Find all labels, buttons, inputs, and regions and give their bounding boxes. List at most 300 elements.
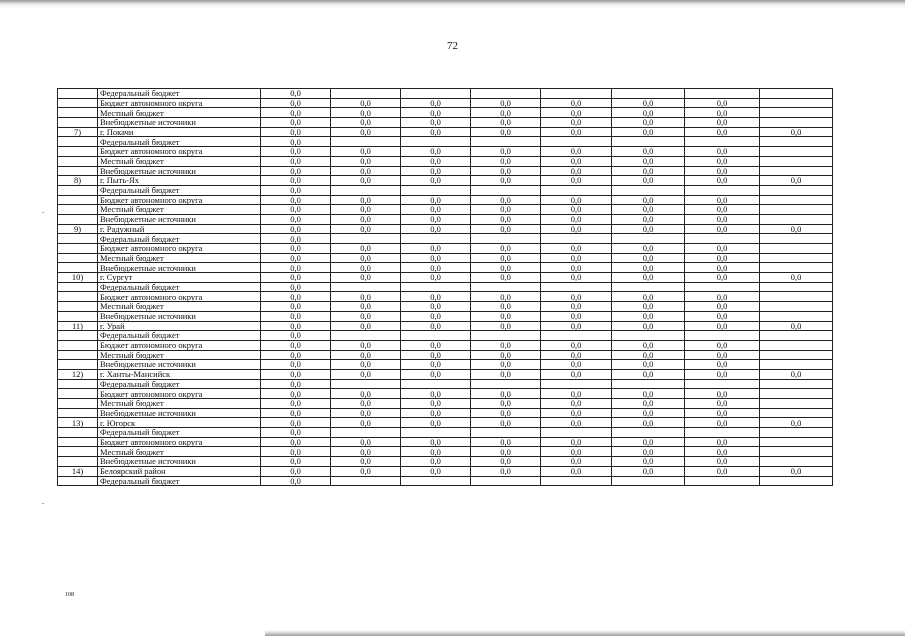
value-cell: 0,0 — [612, 127, 685, 137]
value-cell: 0,0 — [612, 292, 685, 302]
value-cell: 0,0 — [261, 302, 331, 312]
value-cell: 0,0 — [541, 466, 612, 476]
table-row — [58, 379, 833, 389]
value-cell — [760, 457, 833, 467]
value-cell: 0,0 — [685, 350, 760, 360]
value-cell: 0,0 — [471, 98, 541, 108]
value-cell: 0,0 — [471, 253, 541, 263]
value-cell — [685, 379, 760, 389]
table-row — [58, 292, 833, 302]
value-cell: 0,0 — [401, 263, 471, 273]
value-cell: 0,0 — [331, 340, 401, 350]
row-label: Внебюджетные источники — [98, 311, 261, 321]
value-cell — [612, 428, 685, 438]
table-row — [58, 350, 833, 360]
row-label: Внебюджетные источники — [98, 166, 261, 176]
table-row — [58, 360, 833, 370]
table-row — [58, 321, 833, 331]
row-label: Внебюджетные источники — [98, 360, 261, 370]
value-cell: 0,0 — [261, 137, 331, 147]
scan-mark: . — [42, 206, 44, 215]
value-cell — [471, 282, 541, 292]
value-cell: 0,0 — [261, 98, 331, 108]
row-label: Местный бюджет — [98, 253, 261, 263]
value-cell: 0,0 — [541, 437, 612, 447]
value-cell — [685, 282, 760, 292]
value-cell: 0,0 — [401, 108, 471, 118]
row-label: Местный бюджет — [98, 399, 261, 409]
table-row — [58, 176, 833, 186]
value-cell: 0,0 — [760, 224, 833, 234]
value-cell: 0,0 — [541, 176, 612, 186]
value-cell: 0,0 — [685, 360, 760, 370]
row-number — [58, 408, 98, 418]
value-cell — [541, 89, 612, 99]
value-cell: 0,0 — [760, 273, 833, 283]
value-cell: 0,0 — [261, 331, 331, 341]
value-cell — [685, 137, 760, 147]
value-cell — [760, 302, 833, 312]
row-label: г. Радужный — [98, 224, 261, 234]
value-cell: 0,0 — [541, 127, 612, 137]
value-cell: 0,0 — [261, 292, 331, 302]
row-label: Внебюджетные источники — [98, 263, 261, 273]
value-cell: 0,0 — [541, 350, 612, 360]
row-number — [58, 282, 98, 292]
value-cell: 0,0 — [261, 399, 331, 409]
row-label: г. Сургут — [98, 273, 261, 283]
row-label: Бюджет автономного округа — [98, 340, 261, 350]
value-cell: 0,0 — [685, 389, 760, 399]
row-label: Федеральный бюджет — [98, 476, 261, 486]
value-cell: 0,0 — [685, 273, 760, 283]
value-cell — [331, 185, 401, 195]
value-cell: 0,0 — [471, 360, 541, 370]
table-row — [58, 476, 833, 486]
value-cell: 0,0 — [612, 273, 685, 283]
value-cell — [331, 331, 401, 341]
value-cell: 0,0 — [401, 195, 471, 205]
row-label: Внебюджетные источники — [98, 408, 261, 418]
value-cell: 0,0 — [612, 360, 685, 370]
value-cell: 0,0 — [685, 224, 760, 234]
value-cell: 0,0 — [685, 447, 760, 457]
value-cell: 0,0 — [331, 350, 401, 360]
value-cell: 0,0 — [471, 224, 541, 234]
value-cell — [760, 166, 833, 176]
value-cell: 0,0 — [541, 340, 612, 350]
value-cell: 0,0 — [261, 428, 331, 438]
value-cell — [401, 331, 471, 341]
row-label: г. Ханты-Мансийск — [98, 369, 261, 379]
value-cell: 0,0 — [261, 447, 331, 457]
row-number — [58, 263, 98, 273]
value-cell: 0,0 — [612, 311, 685, 321]
value-cell: 0,0 — [685, 98, 760, 108]
table-row — [58, 273, 833, 283]
value-cell: 0,0 — [261, 369, 331, 379]
value-cell: 0,0 — [401, 292, 471, 302]
row-label: Бюджет автономного округа — [98, 98, 261, 108]
value-cell: 0,0 — [612, 340, 685, 350]
table-row — [58, 399, 833, 409]
value-cell: 0,0 — [471, 350, 541, 360]
row-label: Федеральный бюджет — [98, 89, 261, 99]
row-number — [58, 156, 98, 166]
value-cell: 0,0 — [261, 379, 331, 389]
row-number — [58, 166, 98, 176]
value-cell: 0,0 — [471, 244, 541, 254]
value-cell — [401, 428, 471, 438]
value-cell — [471, 234, 541, 244]
value-cell — [401, 89, 471, 99]
value-cell: 0,0 — [541, 311, 612, 321]
row-label: Бюджет автономного округа — [98, 195, 261, 205]
value-cell — [760, 476, 833, 486]
value-cell: 0,0 — [401, 350, 471, 360]
value-cell: 0,0 — [331, 466, 401, 476]
value-cell: 0,0 — [261, 118, 331, 128]
value-cell: 0,0 — [612, 418, 685, 428]
value-cell: 0,0 — [261, 476, 331, 486]
value-cell: 0,0 — [612, 176, 685, 186]
table-row — [58, 282, 833, 292]
row-number — [58, 108, 98, 118]
value-cell: 0,0 — [331, 253, 401, 263]
value-cell: 0,0 — [331, 156, 401, 166]
value-cell — [331, 428, 401, 438]
value-cell — [685, 331, 760, 341]
value-cell: 0,0 — [401, 302, 471, 312]
value-cell: 0,0 — [471, 273, 541, 283]
value-cell — [331, 282, 401, 292]
value-cell: 0,0 — [401, 98, 471, 108]
value-cell: 0,0 — [685, 253, 760, 263]
value-cell: 0,0 — [401, 176, 471, 186]
value-cell: 0,0 — [261, 176, 331, 186]
value-cell: 0,0 — [760, 176, 833, 186]
value-cell: 0,0 — [261, 195, 331, 205]
value-cell: 0,0 — [612, 108, 685, 118]
row-label: Федеральный бюджет — [98, 331, 261, 341]
value-cell — [471, 185, 541, 195]
value-cell: 0,0 — [471, 457, 541, 467]
value-cell — [471, 331, 541, 341]
value-cell: 0,0 — [541, 369, 612, 379]
value-cell: 0,0 — [471, 176, 541, 186]
value-cell: 0,0 — [261, 147, 331, 157]
value-cell: 0,0 — [401, 311, 471, 321]
row-number — [58, 379, 98, 389]
value-cell: 0,0 — [685, 457, 760, 467]
value-cell: 0,0 — [685, 127, 760, 137]
value-cell: 0,0 — [401, 437, 471, 447]
value-cell: 0,0 — [331, 127, 401, 137]
value-cell: 0,0 — [760, 321, 833, 331]
value-cell: 0,0 — [401, 166, 471, 176]
value-cell: 0,0 — [612, 156, 685, 166]
value-cell: 0,0 — [331, 224, 401, 234]
value-cell: 0,0 — [401, 447, 471, 457]
value-cell — [612, 137, 685, 147]
value-cell: 0,0 — [471, 292, 541, 302]
value-cell — [541, 428, 612, 438]
row-label: Бюджет автономного округа — [98, 389, 261, 399]
row-number — [58, 360, 98, 370]
value-cell: 0,0 — [331, 244, 401, 254]
value-cell — [685, 476, 760, 486]
row-number — [58, 476, 98, 486]
value-cell: 0,0 — [541, 214, 612, 224]
value-cell: 0,0 — [612, 437, 685, 447]
row-label: Местный бюджет — [98, 108, 261, 118]
row-number — [58, 399, 98, 409]
value-cell — [471, 476, 541, 486]
value-cell — [760, 428, 833, 438]
value-cell: 0,0 — [331, 399, 401, 409]
table-row — [58, 302, 833, 312]
value-cell: 0,0 — [401, 457, 471, 467]
value-cell: 0,0 — [261, 253, 331, 263]
value-cell — [760, 147, 833, 157]
value-cell: 0,0 — [685, 118, 760, 128]
value-cell: 0,0 — [541, 263, 612, 273]
value-cell: 0,0 — [541, 399, 612, 409]
value-cell — [331, 379, 401, 389]
value-cell: 0,0 — [261, 350, 331, 360]
value-cell: 0,0 — [331, 369, 401, 379]
value-cell — [401, 234, 471, 244]
row-number — [58, 311, 98, 321]
value-cell: 0,0 — [612, 214, 685, 224]
value-cell: 0,0 — [471, 408, 541, 418]
value-cell: 0,0 — [401, 408, 471, 418]
table-row — [58, 89, 833, 99]
table-row — [58, 234, 833, 244]
value-cell — [331, 476, 401, 486]
table-row — [58, 118, 833, 128]
value-cell: 0,0 — [685, 321, 760, 331]
value-cell: 0,0 — [471, 166, 541, 176]
row-number: 10) — [58, 273, 98, 283]
row-label: Федеральный бюджет — [98, 234, 261, 244]
table-row — [58, 137, 833, 147]
value-cell: 0,0 — [612, 224, 685, 234]
value-cell — [760, 331, 833, 341]
table-row — [58, 369, 833, 379]
value-cell — [760, 118, 833, 128]
value-cell: 0,0 — [331, 195, 401, 205]
value-cell: 0,0 — [471, 369, 541, 379]
value-cell: 0,0 — [401, 224, 471, 234]
row-number — [58, 185, 98, 195]
value-cell: 0,0 — [471, 118, 541, 128]
value-cell: 0,0 — [261, 244, 331, 254]
table-row — [58, 185, 833, 195]
value-cell: 0,0 — [685, 437, 760, 447]
value-cell: 0,0 — [331, 273, 401, 283]
value-cell: 0,0 — [471, 418, 541, 428]
value-cell — [760, 350, 833, 360]
value-cell: 0,0 — [401, 369, 471, 379]
row-label: Бюджет автономного округа — [98, 292, 261, 302]
table-row — [58, 331, 833, 341]
row-number: 14) — [58, 466, 98, 476]
row-number: 13) — [58, 418, 98, 428]
value-cell: 0,0 — [471, 399, 541, 409]
row-label: Внебюджетные источники — [98, 118, 261, 128]
table-row — [58, 408, 833, 418]
value-cell: 0,0 — [331, 389, 401, 399]
value-cell: 0,0 — [331, 447, 401, 457]
row-number — [58, 234, 98, 244]
value-cell: 0,0 — [612, 118, 685, 128]
row-number — [58, 331, 98, 341]
value-cell: 0,0 — [541, 166, 612, 176]
value-cell: 0,0 — [612, 389, 685, 399]
value-cell — [612, 89, 685, 99]
value-cell: 0,0 — [685, 166, 760, 176]
table-row — [58, 466, 833, 476]
value-cell: 0,0 — [471, 147, 541, 157]
value-cell — [331, 89, 401, 99]
table-row — [58, 166, 833, 176]
row-label: г. Урай — [98, 321, 261, 331]
value-cell — [612, 476, 685, 486]
table-row — [58, 340, 833, 350]
value-cell: 0,0 — [612, 205, 685, 215]
row-label: Федеральный бюджет — [98, 185, 261, 195]
value-cell: 0,0 — [541, 253, 612, 263]
value-cell — [760, 244, 833, 254]
value-cell: 0,0 — [471, 321, 541, 331]
value-cell — [331, 137, 401, 147]
value-cell: 0,0 — [471, 340, 541, 350]
value-cell — [541, 476, 612, 486]
value-cell — [541, 137, 612, 147]
row-number — [58, 118, 98, 128]
row-label: Местный бюджет — [98, 205, 261, 215]
row-label: Федеральный бюджет — [98, 282, 261, 292]
value-cell: 0,0 — [685, 369, 760, 379]
table-row — [58, 428, 833, 438]
value-cell — [760, 253, 833, 263]
row-label: г. Югорск — [98, 418, 261, 428]
value-cell: 0,0 — [685, 292, 760, 302]
value-cell: 0,0 — [541, 457, 612, 467]
row-number — [58, 195, 98, 205]
row-label: Бюджет автономного округа — [98, 147, 261, 157]
value-cell: 0,0 — [331, 147, 401, 157]
table-row — [58, 108, 833, 118]
value-cell: 0,0 — [401, 340, 471, 350]
row-number — [58, 205, 98, 215]
row-label: Внебюджетные источники — [98, 457, 261, 467]
value-cell: 0,0 — [760, 466, 833, 476]
row-label: Федеральный бюджет — [98, 428, 261, 438]
value-cell: 0,0 — [401, 156, 471, 166]
table-row — [58, 147, 833, 157]
row-number: 11) — [58, 321, 98, 331]
table-row — [58, 418, 833, 428]
value-cell: 0,0 — [471, 108, 541, 118]
value-cell: 0,0 — [331, 263, 401, 273]
value-cell: 0,0 — [401, 466, 471, 476]
table-row — [58, 311, 833, 321]
table-row — [58, 205, 833, 215]
row-number: 12) — [58, 369, 98, 379]
value-cell: 0,0 — [760, 418, 833, 428]
row-label: Федеральный бюджет — [98, 137, 261, 147]
value-cell — [760, 399, 833, 409]
row-number — [58, 214, 98, 224]
value-cell: 0,0 — [612, 466, 685, 476]
value-cell: 0,0 — [541, 360, 612, 370]
row-number — [58, 389, 98, 399]
value-cell: 0,0 — [401, 389, 471, 399]
value-cell: 0,0 — [331, 205, 401, 215]
value-cell: 0,0 — [612, 457, 685, 467]
value-cell: 0,0 — [685, 195, 760, 205]
value-cell: 0,0 — [261, 166, 331, 176]
scan-mark: . — [42, 497, 44, 506]
value-cell: 0,0 — [685, 176, 760, 186]
table-row — [58, 98, 833, 108]
value-cell: 0,0 — [541, 224, 612, 234]
value-cell: 0,0 — [612, 244, 685, 254]
value-cell: 0,0 — [261, 263, 331, 273]
value-cell: 0,0 — [261, 360, 331, 370]
table-row — [58, 224, 833, 234]
value-cell: 0,0 — [685, 244, 760, 254]
value-cell — [760, 98, 833, 108]
value-cell: 0,0 — [261, 224, 331, 234]
value-cell: 0,0 — [541, 292, 612, 302]
value-cell — [760, 263, 833, 273]
value-cell — [471, 137, 541, 147]
scan-edge-top — [0, 0, 905, 10]
value-cell: 0,0 — [685, 263, 760, 273]
value-cell: 0,0 — [261, 205, 331, 215]
value-cell: 0,0 — [401, 253, 471, 263]
value-cell: 0,0 — [612, 447, 685, 457]
row-label: Бюджет автономного округа — [98, 437, 261, 447]
row-number — [58, 340, 98, 350]
value-cell — [760, 156, 833, 166]
value-cell: 0,0 — [612, 408, 685, 418]
value-cell: 0,0 — [261, 214, 331, 224]
value-cell: 0,0 — [261, 311, 331, 321]
row-label: Местный бюджет — [98, 156, 261, 166]
value-cell: 0,0 — [685, 156, 760, 166]
value-cell: 0,0 — [261, 156, 331, 166]
value-cell: 0,0 — [685, 418, 760, 428]
row-label: Белоярский район — [98, 466, 261, 476]
table-row — [58, 253, 833, 263]
value-cell — [685, 428, 760, 438]
row-number — [58, 457, 98, 467]
value-cell: 0,0 — [401, 214, 471, 224]
table-row — [58, 156, 833, 166]
value-cell: 0,0 — [401, 418, 471, 428]
value-cell — [760, 340, 833, 350]
value-cell — [612, 379, 685, 389]
value-cell — [760, 214, 833, 224]
value-cell — [541, 282, 612, 292]
row-label: Бюджет автономного округа — [98, 244, 261, 254]
value-cell: 0,0 — [401, 321, 471, 331]
value-cell: 0,0 — [331, 321, 401, 331]
